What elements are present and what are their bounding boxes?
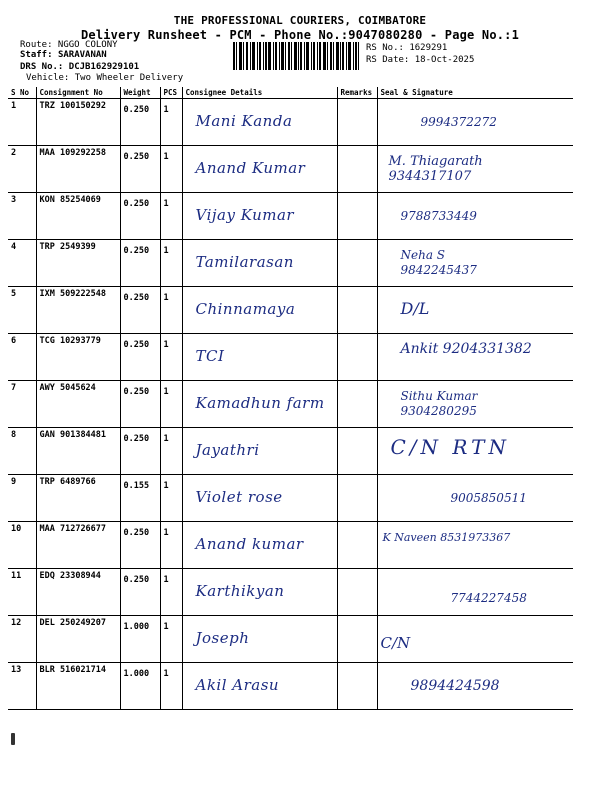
staff-label: Staff: [20, 50, 53, 60]
delivery-table [8, 87, 573, 710]
signature: C/N RTN [390, 435, 510, 459]
signature: K Naveen 8531973367 [382, 531, 511, 544]
sno-cell: 7 [8, 381, 36, 428]
remarks-cell [337, 663, 377, 710]
col-consignee: Consignee Details [182, 87, 337, 99]
col-remarks: Remarks [337, 87, 377, 99]
consignee-name: Karthikyan [195, 582, 285, 600]
consignee-cell [182, 569, 337, 616]
signature: M. Thiagarath 9344317107 [388, 154, 483, 184]
consignment-cell: TCG 10293779 [36, 334, 120, 381]
edge-mark [11, 733, 15, 745]
weight-cell: 0.250 [120, 287, 160, 334]
consignment-cell: TRP 6489766 [36, 475, 120, 522]
seal-cell [377, 381, 573, 428]
remarks-cell [337, 428, 377, 475]
weight-cell: 0.250 [120, 240, 160, 287]
table-row [8, 193, 573, 240]
consignee-cell [182, 616, 337, 663]
weight-cell: 0.155 [120, 475, 160, 522]
consignee-name: Joseph [195, 629, 250, 647]
seal-cell [377, 475, 573, 522]
table-row [8, 569, 573, 616]
rs-date: RS Date: 18-Oct-2025 [366, 55, 475, 65]
col-pcs: PCS [160, 87, 182, 99]
consignment-cell: DEL 250249207 [36, 616, 120, 663]
consignee-cell [182, 522, 337, 569]
pcs-cell: 1 [160, 428, 182, 475]
seal-cell [377, 193, 573, 240]
sno-cell: 13 [8, 663, 36, 710]
pcs-cell: 1 [160, 146, 182, 193]
consignee-name: Kamadhun farm [195, 394, 325, 412]
pcs-cell: 1 [160, 99, 182, 146]
signature: Ankit 9204331382 [400, 341, 532, 357]
sno-cell: 8 [8, 428, 36, 475]
drs-value: DCJB162929101 [68, 62, 140, 72]
consignee-cell [182, 146, 337, 193]
weight-cell: 1.000 [120, 616, 160, 663]
weight-cell: 0.250 [120, 99, 160, 146]
table-row [8, 663, 573, 710]
remarks-cell [337, 240, 377, 287]
consignee-cell [182, 381, 337, 428]
consignee-name: Mani Kanda [195, 112, 293, 130]
remarks-cell [337, 475, 377, 522]
col-sno: S No [8, 87, 36, 99]
route-label: Route: NGGO COLONY [20, 40, 118, 50]
weight-cell: 0.250 [120, 428, 160, 475]
table-row [8, 334, 573, 381]
seal-cell [377, 663, 573, 710]
pcs-cell: 1 [160, 569, 182, 616]
weight-cell: 1.000 [120, 663, 160, 710]
table-header-row [8, 87, 573, 99]
consignee-name: Violet rose [195, 488, 283, 506]
pcs-cell: 1 [160, 522, 182, 569]
runsheet-subtitle: Delivery Runsheet - PCM - Phone No.:9047080280 - Page No.:1 [80, 28, 520, 42]
consignee-cell [182, 334, 337, 381]
remarks-cell [337, 99, 377, 146]
consignee-cell [182, 287, 337, 334]
consignee-name: Akil Arasu [195, 676, 280, 694]
weight-cell: 0.250 [120, 522, 160, 569]
pcs-cell: 1 [160, 381, 182, 428]
remarks-cell [337, 146, 377, 193]
consignment-cell: EDQ 23308944 [36, 569, 120, 616]
weight-cell: 0.250 [120, 381, 160, 428]
consignee-name: Vijay Kumar [195, 206, 295, 224]
sno-cell: 11 [8, 569, 36, 616]
seal-cell [377, 146, 573, 193]
staff-value: SARAVANAN [57, 50, 107, 60]
col-consignment: Consignment No [36, 87, 120, 99]
barcode-image [233, 42, 359, 70]
consignee-name: Jayathri [195, 441, 260, 459]
seal-cell [377, 616, 573, 663]
sno-cell: 3 [8, 193, 36, 240]
pcs-cell: 1 [160, 616, 182, 663]
remarks-cell [337, 287, 377, 334]
remarks-cell [337, 334, 377, 381]
pcs-cell: 1 [160, 287, 182, 334]
weight-cell: 0.250 [120, 334, 160, 381]
pcs-cell: 1 [160, 240, 182, 287]
consignee-cell [182, 99, 337, 146]
weight-cell: 0.250 [120, 193, 160, 240]
seal-cell [377, 428, 573, 475]
company-title: THE PROFESSIONAL COURIERS, COIMBATORE [173, 14, 427, 27]
sno-cell: 2 [8, 146, 36, 193]
table-row [8, 99, 573, 146]
remarks-cell [337, 616, 377, 663]
consignee-cell [182, 428, 337, 475]
seal-cell [377, 569, 573, 616]
pcs-cell: 1 [160, 334, 182, 381]
remarks-cell [337, 522, 377, 569]
table-row [8, 475, 573, 522]
signature: 9894424598 [410, 678, 500, 694]
pcs-cell: 1 [160, 193, 182, 240]
consignment-cell: IXM 509222548 [36, 287, 120, 334]
signature: 9005850511 [450, 491, 527, 505]
signature: Neha S 9842245437 [400, 248, 477, 277]
table-row [8, 381, 573, 428]
rs-number: RS No.: 1629291 [366, 43, 448, 53]
sno-cell: 12 [8, 616, 36, 663]
seal-cell [377, 334, 573, 381]
consignee-name: Anand Kumar [195, 159, 306, 177]
consignee-name: TCI [195, 347, 225, 365]
remarks-cell [337, 569, 377, 616]
table-row [8, 616, 573, 663]
signature: 9994372272 [420, 115, 497, 129]
seal-cell [377, 99, 573, 146]
consignee-cell [182, 193, 337, 240]
table-row [8, 240, 573, 287]
sno-cell: 5 [8, 287, 36, 334]
col-weight: Weight [120, 87, 160, 99]
staff-field [20, 50, 107, 60]
vehicle-label: Vehicle: Two Wheeler Delivery [26, 73, 184, 83]
consignee-cell [182, 663, 337, 710]
consignment-cell: TRZ 100150292 [36, 99, 120, 146]
drs-field [20, 62, 139, 72]
signature: 7744227458 [450, 591, 527, 605]
remarks-cell [337, 381, 377, 428]
sno-cell: 9 [8, 475, 36, 522]
consignment-cell: MAA 109292258 [36, 146, 120, 193]
weight-cell: 0.250 [120, 569, 160, 616]
signature: 9788733449 [400, 209, 477, 223]
col-seal: Seal & Signature [377, 87, 573, 99]
sno-cell: 10 [8, 522, 36, 569]
weight-cell: 0.250 [120, 146, 160, 193]
sno-cell: 4 [8, 240, 36, 287]
consignment-cell: AWY 5045624 [36, 381, 120, 428]
consignee-name: Chinnamaya [195, 300, 296, 318]
consignee-name: Tamilarasan [195, 253, 294, 271]
consignment-cell: GAN 901384481 [36, 428, 120, 475]
consignee-cell [182, 240, 337, 287]
table-row [8, 522, 573, 569]
sno-cell: 1 [8, 99, 36, 146]
table-row [8, 428, 573, 475]
consignment-cell: KON 85254069 [36, 193, 120, 240]
signature: D/L [400, 299, 430, 318]
consignment-cell: MAA 712726677 [36, 522, 120, 569]
pcs-cell: 1 [160, 475, 182, 522]
sno-cell: 6 [8, 334, 36, 381]
seal-cell [377, 522, 573, 569]
remarks-cell [337, 193, 377, 240]
table-row [8, 146, 573, 193]
consignee-name: Anand kumar [195, 535, 304, 553]
drs-label: DRS No.: [20, 62, 64, 72]
consignment-cell: BLR 516021714 [36, 663, 120, 710]
consignee-cell [182, 475, 337, 522]
pcs-cell: 1 [160, 663, 182, 710]
consignment-cell: TRP 2549399 [36, 240, 120, 287]
signature: C/N [380, 634, 411, 652]
seal-cell [377, 287, 573, 334]
seal-cell [377, 240, 573, 287]
table-row [8, 287, 573, 334]
signature: Sithu Kumar 9304280295 [400, 389, 478, 418]
